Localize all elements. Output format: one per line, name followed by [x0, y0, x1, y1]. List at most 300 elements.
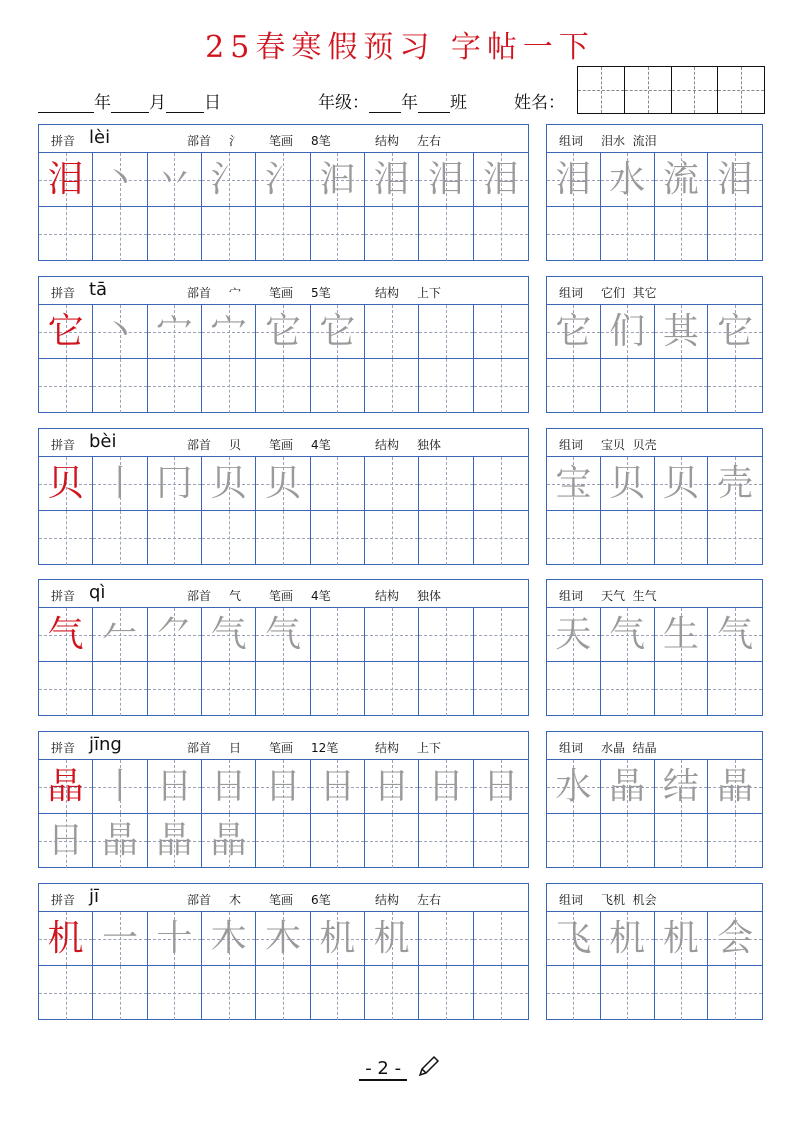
stroke-step: 机 [373, 917, 410, 959]
model-character: 泪 [47, 158, 84, 200]
model-character: 晶 [47, 765, 84, 807]
word-cell[interactable] [708, 912, 762, 966]
structure-label: 结构 [375, 589, 400, 603]
word-character: 晶 [717, 765, 754, 807]
stroke-step: 木 [264, 917, 301, 959]
practice-cell[interactable] [93, 912, 147, 966]
word-cell[interactable] [547, 457, 601, 511]
pinyin-value: lèi [89, 127, 111, 148]
structure-value: 左右 [417, 134, 442, 148]
pinyin-label: 拼音 [51, 589, 76, 603]
strokes-value: 5笔 [311, 286, 331, 300]
practice-cell[interactable] [202, 608, 256, 662]
practice-cell[interactable] [93, 207, 147, 261]
stroke-step: 机 [319, 917, 356, 959]
word-cell[interactable] [601, 457, 655, 511]
word-cell[interactable] [655, 511, 709, 565]
practice-cell[interactable] [202, 457, 256, 511]
practice-cell[interactable] [202, 912, 256, 966]
practice-cell[interactable] [419, 966, 473, 1020]
word-cell[interactable] [708, 814, 762, 868]
practice-cell[interactable] [148, 608, 202, 662]
word-cell[interactable] [547, 662, 601, 716]
practice-cell[interactable] [365, 511, 419, 565]
practice-cell[interactable] [256, 814, 310, 868]
words-value: 飞机 机会 [601, 893, 657, 907]
practice-cell[interactable] [148, 814, 202, 868]
practice-cell[interactable] [202, 359, 256, 413]
practice-cell[interactable] [365, 662, 419, 716]
practice-cell[interactable] [39, 511, 93, 565]
day-label: 日 [204, 93, 221, 113]
practice-cell[interactable] [311, 608, 365, 662]
word-cell[interactable] [547, 207, 601, 261]
name-box[interactable] [577, 66, 765, 114]
radical-label: 部首 [187, 286, 212, 300]
word-cell[interactable] [655, 966, 709, 1020]
practice-cell[interactable] [419, 359, 473, 413]
practice-cell[interactable] [39, 608, 93, 662]
practice-grid [39, 153, 528, 261]
practice-cell[interactable] [419, 760, 473, 814]
practice-cell[interactable] [419, 912, 473, 966]
words-grid [547, 457, 762, 565]
model-character: 它 [47, 310, 84, 352]
stroke-step: 木 [210, 917, 247, 959]
strokes-value: 6笔 [311, 893, 331, 907]
words-panel [546, 731, 763, 868]
stroke-step: 十 [156, 917, 193, 959]
stroke-step: 晶 [101, 820, 138, 861]
practice-grid [39, 760, 528, 868]
word-cell[interactable] [601, 662, 655, 716]
pinyin-label: 拼音 [51, 438, 76, 452]
practice-panel [38, 883, 529, 1020]
word-cell[interactable] [655, 760, 709, 814]
word-cell[interactable] [547, 912, 601, 966]
stroke-step: 它 [264, 310, 301, 352]
word-character: 晶 [609, 765, 646, 807]
radical-label: 部首 [187, 589, 212, 603]
words-value: 它们 其它 [601, 286, 657, 300]
practice-cell[interactable] [148, 305, 202, 359]
class-label: 班 [450, 93, 467, 113]
pinyin-value: qì [89, 582, 106, 603]
practice-cell[interactable] [256, 359, 310, 413]
stroke-step: 它 [319, 310, 356, 352]
word-cell[interactable] [708, 359, 762, 413]
practice-cell[interactable] [311, 814, 365, 868]
model-character: 气 [47, 613, 84, 655]
practice-cell[interactable] [93, 608, 147, 662]
word-character: 结 [662, 765, 699, 807]
practice-grid [39, 912, 528, 1020]
stroke-step: 氵 [264, 158, 301, 200]
stroke-step: 气 [210, 613, 247, 655]
word-cell[interactable] [547, 305, 601, 359]
stroke-step: 日 [264, 765, 301, 807]
stroke-step: 泪 [427, 158, 464, 200]
practice-cell[interactable] [419, 662, 473, 716]
practice-cell[interactable] [474, 814, 528, 868]
stroke-step: 氵 [210, 158, 247, 200]
radical-value: 日 [229, 741, 242, 755]
practice-cell[interactable] [148, 912, 202, 966]
word-character: 机 [662, 917, 699, 959]
practice-cell[interactable] [311, 207, 365, 261]
words-value: 天气 生气 [601, 589, 657, 603]
stroke-step: 冂 [156, 462, 193, 504]
model-character: 机 [47, 917, 84, 959]
practice-cell[interactable] [202, 966, 256, 1020]
word-character: 贝 [609, 462, 646, 504]
month-blank[interactable] [111, 96, 149, 113]
word-cell[interactable] [655, 608, 709, 662]
word-character: 生 [662, 613, 699, 655]
pinyin-label: 拼音 [51, 286, 76, 300]
practice-cell[interactable] [474, 153, 528, 207]
practice-cell[interactable] [419, 511, 473, 565]
practice-cell[interactable] [93, 359, 147, 413]
practice-cell[interactable] [419, 305, 473, 359]
words-value: 宝贝 贝壳 [601, 438, 657, 452]
structure-label: 结构 [375, 134, 400, 148]
practice-cell[interactable] [256, 305, 310, 359]
radical-label: 部首 [187, 438, 212, 452]
strokes-value: 12笔 [311, 741, 339, 755]
practice-cell[interactable] [474, 760, 528, 814]
practice-cell[interactable] [311, 912, 365, 966]
practice-panel [38, 124, 529, 261]
word-character: 泪 [717, 158, 754, 200]
radical-value: 木 [229, 893, 242, 907]
practice-cell[interactable] [256, 760, 310, 814]
word-character: 贝 [662, 462, 699, 504]
word-cell[interactable] [601, 207, 655, 261]
practice-cell[interactable] [365, 912, 419, 966]
words-label: 组词 [559, 438, 584, 452]
structure-value: 独体 [417, 589, 442, 603]
practice-cell[interactable] [148, 511, 202, 565]
pencil-icon [417, 1054, 441, 1078]
page-footer [0, 1054, 800, 1081]
practice-cell[interactable] [256, 662, 310, 716]
stroke-step: 日 [482, 765, 519, 807]
word-character: 宝 [555, 462, 592, 504]
word-cell[interactable] [547, 511, 601, 565]
word-cell[interactable] [708, 305, 762, 359]
word-cell[interactable] [708, 608, 762, 662]
practice-cell[interactable] [419, 153, 473, 207]
practice-cell[interactable] [419, 608, 473, 662]
practice-cell[interactable] [39, 814, 93, 868]
structure-value: 左右 [417, 893, 442, 907]
pinyin-value: bèi [89, 431, 117, 452]
radical-value: 气 [229, 589, 242, 603]
practice-cell[interactable] [39, 359, 93, 413]
word-cell[interactable] [708, 966, 762, 1020]
practice-cell[interactable] [148, 359, 202, 413]
pinyin-label: 拼音 [51, 741, 76, 755]
practice-cell[interactable] [39, 305, 93, 359]
word-cell[interactable] [708, 207, 762, 261]
practice-cell[interactable] [202, 511, 256, 565]
word-character: 泪 [555, 158, 592, 200]
name-label: 姓名： [514, 93, 565, 113]
stroke-step: 宀 [210, 310, 247, 352]
practice-cell[interactable] [39, 153, 93, 207]
radical-value: 宀 [229, 286, 242, 300]
word-cell[interactable] [655, 814, 709, 868]
practice-cell[interactable] [311, 305, 365, 359]
word-cell[interactable] [655, 207, 709, 261]
practice-cell[interactable] [474, 207, 528, 261]
practice-cell[interactable] [365, 760, 419, 814]
practice-cell[interactable] [474, 966, 528, 1020]
word-cell[interactable] [547, 966, 601, 1020]
word-character: 们 [609, 310, 646, 352]
stroke-step: 气 [264, 613, 301, 655]
word-character: 飞 [555, 917, 592, 959]
practice-cell[interactable] [365, 608, 419, 662]
word-character: 水 [555, 765, 592, 807]
word-cell[interactable] [708, 662, 762, 716]
radical-label: 部首 [187, 134, 212, 148]
word-cell[interactable] [708, 511, 762, 565]
practice-cell[interactable] [419, 207, 473, 261]
practice-cell[interactable] [39, 912, 93, 966]
word-character: 流 [662, 158, 699, 200]
words-panel [546, 883, 763, 1020]
practice-cell[interactable] [93, 662, 147, 716]
practice-cell[interactable] [256, 966, 310, 1020]
stroke-step: 一 [101, 917, 138, 959]
grade-blank[interactable] [369, 96, 401, 113]
practice-cell[interactable] [419, 457, 473, 511]
stroke-step: 日 [427, 765, 464, 807]
words-value: 泪水 流泪 [601, 134, 657, 148]
word-cell[interactable] [547, 814, 601, 868]
practice-cell[interactable] [148, 662, 202, 716]
pinyin-label: 拼音 [51, 134, 76, 148]
stroke-step: 泪 [373, 158, 410, 200]
practice-cell[interactable] [365, 457, 419, 511]
words-label: 组词 [559, 741, 584, 755]
word-cell[interactable] [708, 760, 762, 814]
practice-cell[interactable] [202, 305, 256, 359]
word-cell[interactable] [601, 153, 655, 207]
day-blank[interactable] [166, 96, 204, 113]
pinyin-value: jīng [89, 734, 122, 755]
words-label: 组词 [559, 589, 584, 603]
practice-cell[interactable] [311, 511, 365, 565]
word-cell[interactable] [601, 912, 655, 966]
pinyin-label: 拼音 [51, 893, 76, 907]
word-character: 天 [555, 613, 592, 655]
class-blank[interactable] [418, 96, 450, 113]
practice-cell[interactable] [93, 511, 147, 565]
strokes-label: 笔画 [269, 134, 294, 148]
practice-cell[interactable] [148, 153, 202, 207]
word-character: 气 [609, 613, 646, 655]
practice-cell[interactable] [93, 305, 147, 359]
practice-cell[interactable] [256, 153, 310, 207]
strokes-label: 笔画 [269, 893, 294, 907]
practice-cell[interactable] [365, 966, 419, 1020]
structure-label: 结构 [375, 741, 400, 755]
word-cell[interactable] [655, 912, 709, 966]
practice-cell[interactable] [311, 760, 365, 814]
stroke-step: 日 [319, 765, 356, 807]
practice-cell[interactable] [256, 912, 310, 966]
practice-cell[interactable] [474, 511, 528, 565]
structure-label: 结构 [375, 893, 400, 907]
practice-cell[interactable] [256, 511, 310, 565]
word-cell[interactable] [547, 359, 601, 413]
practice-cell[interactable] [311, 359, 365, 413]
practice-cell[interactable] [474, 662, 528, 716]
words-grid [547, 153, 762, 261]
practice-cell[interactable] [93, 153, 147, 207]
stroke-step: 贝 [264, 462, 301, 504]
practice-cell[interactable] [365, 359, 419, 413]
word-cell[interactable] [547, 608, 601, 662]
practice-grid [39, 457, 528, 565]
structure-label: 结构 [375, 438, 400, 452]
word-cell[interactable] [547, 153, 601, 207]
stroke-step: 𠂉 [101, 613, 138, 655]
practice-cell[interactable] [148, 760, 202, 814]
practice-cell[interactable] [311, 966, 365, 1020]
stroke-step: 丨 [101, 462, 138, 504]
practice-cell[interactable] [256, 207, 310, 261]
stroke-step: 泪 [482, 158, 519, 200]
word-cell[interactable] [708, 153, 762, 207]
word-cell[interactable] [601, 359, 655, 413]
practice-cell[interactable] [39, 207, 93, 261]
strokes-value: 4笔 [311, 589, 331, 603]
words-panel [546, 428, 763, 565]
structure-value: 上下 [417, 741, 442, 755]
grade-label: 年级： [318, 93, 369, 113]
word-character: 壳 [717, 462, 754, 504]
practice-cell[interactable] [256, 457, 310, 511]
practice-cell[interactable] [256, 608, 310, 662]
practice-cell[interactable] [93, 760, 147, 814]
word-cell[interactable] [655, 359, 709, 413]
year-label: 年 [94, 93, 111, 113]
practice-cell[interactable] [311, 153, 365, 207]
radical-label: 部首 [187, 893, 212, 907]
word-character: 会 [717, 917, 754, 959]
stroke-step: 日 [156, 765, 193, 807]
word-cell[interactable] [655, 662, 709, 716]
practice-cell[interactable] [39, 662, 93, 716]
practice-cell[interactable] [202, 760, 256, 814]
word-cell[interactable] [601, 760, 655, 814]
word-character: 机 [609, 917, 646, 959]
practice-panel [38, 428, 529, 565]
practice-cell[interactable] [474, 608, 528, 662]
words-label: 组词 [559, 134, 584, 148]
practice-cell[interactable] [39, 760, 93, 814]
practice-cell[interactable] [365, 814, 419, 868]
word-cell[interactable] [601, 608, 655, 662]
practice-cell[interactable] [93, 814, 147, 868]
words-value: 水晶 结晶 [601, 741, 657, 755]
practice-panel [38, 276, 529, 413]
strokes-label: 笔画 [269, 741, 294, 755]
practice-cell[interactable] [39, 457, 93, 511]
word-cell[interactable] [655, 305, 709, 359]
practice-cell[interactable] [311, 457, 365, 511]
stroke-step: 晶 [210, 820, 247, 861]
stroke-step: 日 [373, 765, 410, 807]
practice-cell[interactable] [365, 153, 419, 207]
page-number: - 2 - [359, 1058, 407, 1081]
practice-cell[interactable] [365, 305, 419, 359]
word-cell[interactable] [601, 814, 655, 868]
pinyin-value: tā [89, 279, 108, 300]
word-cell[interactable] [601, 966, 655, 1020]
word-character: 它 [555, 310, 592, 352]
practice-cell[interactable] [202, 662, 256, 716]
word-cell[interactable] [547, 760, 601, 814]
practice-cell[interactable] [474, 912, 528, 966]
practice-cell[interactable] [93, 966, 147, 1020]
practice-cell[interactable] [148, 966, 202, 1020]
year-blank[interactable] [38, 96, 94, 113]
practice-cell[interactable] [474, 305, 528, 359]
practice-cell[interactable] [365, 207, 419, 261]
words-panel [546, 276, 763, 413]
words-label: 组词 [559, 286, 584, 300]
practice-cell[interactable] [202, 814, 256, 868]
structure-value: 独体 [417, 438, 442, 452]
words-panel [546, 124, 763, 261]
practice-cell[interactable] [148, 207, 202, 261]
word-character: 气 [717, 613, 754, 655]
word-cell[interactable] [655, 457, 709, 511]
practice-cell[interactable] [93, 457, 147, 511]
stroke-step: 日 [47, 820, 84, 861]
practice-cell[interactable] [202, 207, 256, 261]
stroke-step: 贝 [210, 462, 247, 504]
practice-cell[interactable] [419, 814, 473, 868]
practice-cell[interactable] [311, 662, 365, 716]
stroke-step: 汩 [319, 158, 356, 200]
structure-value: 上下 [417, 286, 442, 300]
practice-cell[interactable] [39, 966, 93, 1020]
practice-grid [39, 608, 528, 716]
pinyin-value: jī [89, 886, 100, 907]
stroke-step: 晶 [156, 820, 193, 861]
word-cell[interactable] [601, 305, 655, 359]
word-character: 它 [717, 310, 754, 352]
page-title: 25春寒假预习 字帖一下 [205, 30, 595, 65]
stroke-step: 日 [210, 765, 247, 807]
word-cell[interactable] [708, 457, 762, 511]
practice-cell[interactable] [148, 457, 202, 511]
practice-cell[interactable] [202, 153, 256, 207]
words-grid [547, 912, 762, 1020]
strokes-value: 4笔 [311, 438, 331, 452]
grade-year-label: 年 [401, 93, 418, 113]
word-cell[interactable] [601, 511, 655, 565]
word-cell[interactable] [655, 153, 709, 207]
practice-cell[interactable] [474, 359, 528, 413]
practice-cell[interactable] [474, 457, 528, 511]
